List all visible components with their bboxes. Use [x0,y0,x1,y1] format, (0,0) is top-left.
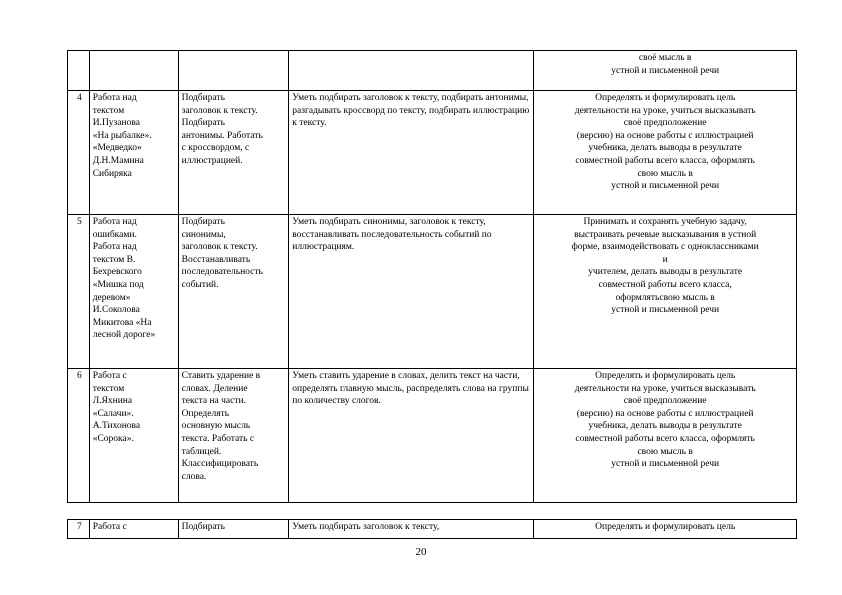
lesson-uud-cell [534,51,797,91]
table-row-lesson-6 [68,369,797,503]
uud-line: устной и письменной речи [611,181,720,192]
uud-line: свою мысль в [637,168,693,179]
uud-line: (версию) на основе работы с иллюстрацией [576,408,754,419]
lesson-title-cell [89,369,178,503]
uud-line: устной и письменной речи [611,305,720,316]
uud-line: оформлятьсвою мысль в [615,292,715,303]
uud-line: совместной работы всего класса, оформлять [575,155,755,166]
uud-line: совместной работы всего класса, [598,279,732,290]
title-line: текстом В. [92,254,136,265]
page-number: 20 [415,546,427,558]
title-line: Сибиряка [92,168,132,179]
title-line: Микитова «На [92,317,152,328]
lesson-title-cell: Работа с [89,520,178,539]
uud-line: деятельности на уроке, учиться высказывать [574,105,756,116]
uud-line: выстраивать речевые высказывания в устной [574,229,757,240]
uud-line: Принимать и сохранять учебную задачу, [583,217,747,227]
title-line: «На рыбалке». [92,130,152,141]
lesson-activities-cell: Уметь ставить ударение в словах, делить текст на части, определять главную мысль, распределять слова на группы по количеству слогов. [289,369,534,503]
title-line: «Салачи». [92,408,134,419]
skills-line: иллюстрацией. [181,155,243,166]
skills-line: Определять [181,408,230,419]
lesson-activities-cell: Уметь подбирать заголовок к тексту, подбирать антонимы, разгадывать кроссворд по тексту, подбирать иллюстрацию к тексту. [289,91,534,215]
lesson-number-cell: 7 [68,520,90,539]
title-line: ошибками. [92,229,137,240]
uud-line: устной и письменной речи [611,65,720,76]
skills-line: с кроссвордом, с [181,143,250,154]
lesson-skills-cell [178,369,289,503]
skills-line: антонимы. Работать [181,130,263,141]
skills-line: событий. [181,279,219,290]
title-line: «Сорока». [92,433,134,444]
skills-line: Классифицировать [181,459,259,470]
title-line: Бехревского [92,267,142,278]
lesson-skills-cell [178,215,289,369]
uud-line: форме, взаимодействовать с одноклассниками [571,242,759,253]
title-line: Работа над [92,242,137,253]
lesson-number-cell: 6 [68,369,90,503]
skills-line: Подбирать [181,118,225,129]
uud-line: учебника, делать выводы в результате [588,143,742,154]
skills-line: слова. [181,471,207,482]
uud-line: своё предположение [623,396,707,407]
table-row-lesson-4 [68,91,797,215]
lesson-uud-cell [534,91,797,215]
uud-line: учителем, делать выводы в результате [588,267,743,278]
lesson-title-cell [89,91,178,215]
title-line: А.Тихонова [92,421,141,432]
skills-line: Восстанавливать [181,254,251,265]
title-line: Работа с [92,371,127,381]
lesson-title-cell [89,215,178,369]
lesson-activities-cell: Уметь подбирать синонимы, заголовок к тексту, восстанавливать последовательность событий по иллюстрациям. [289,215,534,369]
title-line: лесной дороге» [92,330,156,341]
skills-line: последовательность [181,267,263,278]
uud-line: Определять и формулировать цель [595,93,736,103]
title-line: И.Пузанова [92,118,140,129]
uud-line: своё предположение [623,118,707,129]
lesson-title-cell [89,51,178,91]
uud-line: деятельности на уроке, учиться высказывать [574,383,756,394]
title-line: текстом [92,105,125,116]
skills-line: текста. Работать с [181,433,255,444]
lesson-number-cell: 5 [68,215,90,369]
skills-line: синонимы, [181,229,226,240]
lesson-skills-cell [178,91,289,215]
uud-line: своё мысль в [638,53,692,63]
skills-line: текста на части. [181,396,246,407]
skills-line: Ставить ударение в [181,371,261,381]
uud-line: (версию) на основе работы с иллюстрацией [576,130,754,141]
title-line: Работа над [92,93,137,103]
skills-line: словах. Деление [181,383,248,394]
title-line: деревом» [92,292,131,303]
skills-line: заголовок к тексту. [181,242,258,253]
uud-line: свою мысль в [637,446,693,457]
lesson-number-cell [68,51,90,91]
skills-line: Подбирать [181,217,225,227]
skills-line: Подбирать [181,93,225,103]
table-row-lesson-5 [68,215,797,369]
title-line: текстом [92,383,125,394]
lesson-uud-cell: Определять и формулировать цель [534,520,797,539]
uud-line: совместной работы всего класса, оформлять [575,433,755,444]
lesson-activities-cell: Уметь подбирать заголовок к тексту, [289,520,534,539]
table-row-lesson-7 [68,520,797,539]
title-line: Л.Яхнина [92,396,133,407]
title-line: «Мишка под [92,279,144,290]
skills-line: таблицей. [181,446,222,457]
lesson-activities-cell [289,51,534,91]
lesson-number-cell: 4 [68,91,90,215]
uud-line: и [662,254,668,265]
lesson-plan-table [67,50,797,503]
title-line: И.Соколова [92,305,140,316]
lesson-uud-cell [534,215,797,369]
skills-line: основную мысль [181,421,251,432]
title-line: Работа над [92,217,137,227]
lesson-skills-cell: Подбирать [178,520,289,539]
skills-line: заголовок к тексту. [181,105,258,116]
uud-line: Определять и формулировать цель [595,371,736,381]
title-line: «Медведко» [92,143,142,154]
uud-line: устной и письменной речи [611,459,720,470]
lesson-skills-cell [178,51,289,91]
uud-line: учебника, делать выводы в результате [588,421,742,432]
title-line: Д.Н.Мамина [92,155,144,166]
table-row-continued [68,51,797,91]
lesson-plan-table-next-page [67,519,797,539]
lesson-uud-cell [534,369,797,503]
